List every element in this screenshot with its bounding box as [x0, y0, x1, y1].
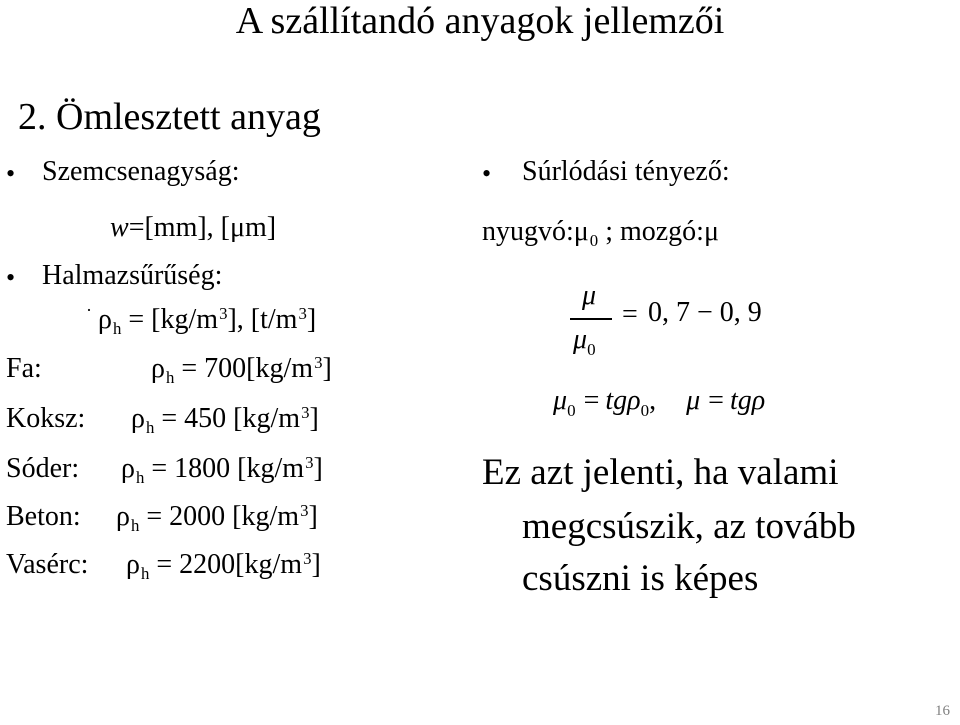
- material-density: $\rho_h = 450$ $[kg/m^3]$: [131, 402, 319, 437]
- material-name: Koksz:: [6, 403, 86, 434]
- mu-symbol: μ: [703, 216, 719, 247]
- small-dot-icon: ·: [86, 300, 92, 320]
- bullet-icon: •: [6, 159, 16, 188]
- material-density: $\rho_h = 700[kg/m^3]$: [151, 352, 332, 387]
- material-name: Vasérc:: [6, 549, 89, 580]
- section-heading: 2. Ömlesztett anyag: [18, 96, 321, 138]
- friction-coefficients: [482, 216, 719, 250]
- bulk-density-label: Halmazsűrűség:: [42, 260, 223, 291]
- ratio-value: 0, 7 − 0, 9: [648, 297, 762, 328]
- material-density: $\rho_h = 2000$ $[kg/m^3]$: [116, 500, 318, 535]
- kinetic-label: ; mozgó:: [598, 216, 704, 247]
- meaning-line-3: csúszni is képes: [522, 558, 759, 599]
- grain-size-symbol: w: [110, 212, 129, 243]
- unit-part-a: = [kg/m: [121, 304, 219, 335]
- unit-part-b: ], [t/m: [227, 304, 298, 335]
- grain-size-unit-text: =[mm], [μm]: [128, 212, 277, 243]
- rho-subscript: h: [112, 318, 122, 338]
- bullet-friction: [482, 160, 491, 188]
- bullet-grain-size: [6, 160, 15, 188]
- bulk-density-formula: [86, 300, 317, 338]
- static-label: nyugvó:: [482, 216, 574, 247]
- bullet-icon: •: [6, 263, 16, 292]
- material-name: Beton:: [6, 501, 81, 532]
- meaning-line-1: Ez azt jelenti, ha valami: [482, 452, 839, 493]
- material-name: Sóder:: [6, 453, 80, 484]
- grain-size-units: [110, 214, 276, 242]
- mu-subscript: 0: [589, 230, 599, 250]
- tangent-relations: $\mu_0 = tg\rho_0$, μ = tgρ: [553, 385, 766, 420]
- grain-size-label: Szemcsenagyság:: [42, 156, 240, 187]
- material-name: Fa:: [6, 353, 42, 384]
- fraction-numerator: μ: [582, 280, 597, 311]
- unit-part-c: ]: [306, 304, 317, 335]
- fraction-bar: [570, 318, 612, 320]
- mu-symbol: μ: [573, 216, 589, 247]
- friction-label: Súrlódási tényező:: [522, 156, 730, 187]
- unit-exponent: 3: [219, 303, 228, 323]
- meaning-line-2: megcsúszik, az tovább: [522, 506, 856, 547]
- bullet-bulk-density: [6, 264, 15, 292]
- unit-exponent: 3: [298, 303, 307, 323]
- material-density: $\rho_h = 1800$ $[kg/m^3]$: [121, 452, 323, 487]
- page-number: 16: [935, 703, 950, 719]
- fraction-equals: =: [622, 299, 638, 330]
- material-density: $\rho_h = 2200[kg/m^3]$: [126, 548, 321, 583]
- slide-title: A szállítandó anyagok jellemzői: [235, 0, 725, 42]
- fraction-denominator: $\mu_0$: [573, 324, 596, 359]
- bullet-icon: •: [482, 159, 492, 188]
- rho-symbol: ρ: [98, 304, 112, 335]
